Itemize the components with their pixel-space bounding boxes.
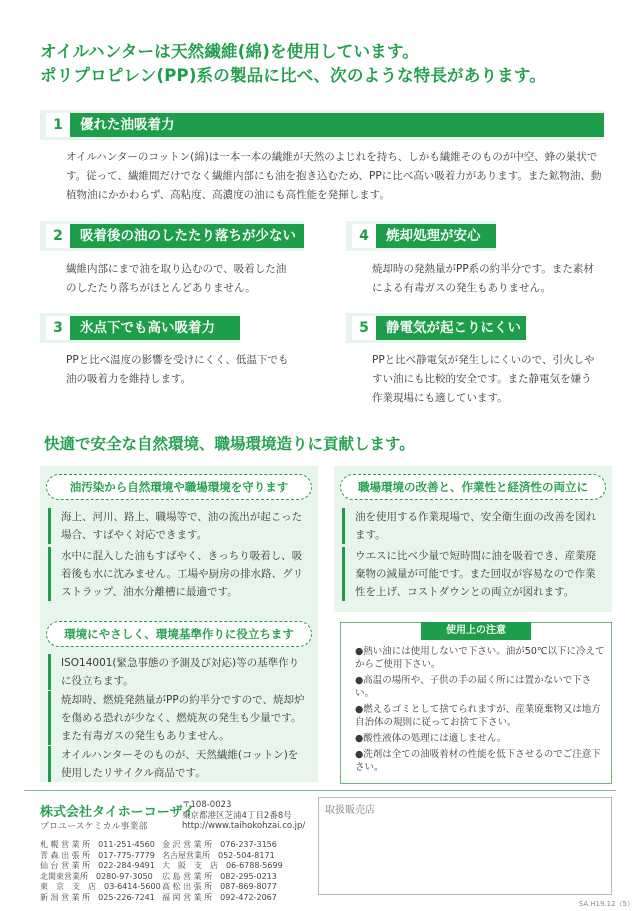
notice-item: ●高温の場所や、子供の手の届く所には置かないで下さい。 [355,675,592,699]
street-address: 東京都港区芝浦4丁目2番8号 [182,810,292,821]
feature-number: 2 [46,224,70,248]
feature-4-text: 焼却時の発熱量がPP系の約半分です。また素材による有毒ガスの発生もありません。 [372,263,594,294]
panel-header-standards [46,621,312,647]
footer-divider [24,790,616,791]
panel-item: 水中に混入した油もすばやく、きっちり吸着し、吸着後も水に沈みません。工場や厨房の排水路、グリストラップ、油水分離槽に最適です。 [48,547,306,601]
office-entry: 福 岡 営 業 所 092-472-2067 [162,892,277,902]
panel-title: 環境にやさしく、環境基準作りに役立ちます [64,627,294,641]
feature-2-header [40,221,304,251]
company-name: 株式会社タイホーコーザイ [40,805,195,820]
notice-title: 使用上の注意 [421,622,531,640]
feature-number: 4 [352,224,376,248]
section-title: 快適で安全な自然環境、職場環境造りに貢献します。 [44,435,415,453]
office-entry: 札 幌 営 業 所 011-251-4560 [40,840,155,849]
panel-item: ウエスに比べ少量で短時間に油を吸着でき、産業廃棄物の減量が可能です。また回収が容易なので作業性を上げ、コストダウンとの両立が図れます。 [342,547,604,601]
company-address [182,800,305,832]
office-entry: 広 島 営 業 所 082-295-0213 [162,871,277,881]
notice-list [355,645,605,777]
document-code: SA.H19.12（5） [578,900,634,908]
panel-header-workplace [340,474,606,500]
panel-item: 焼却時、燃焼発熱量がPPの約半分ですので、焼却炉を傷める恐れが少なく、燃焼灰の発生も少量です。また有毒ガスの発生もありません。 [48,691,306,745]
feature-number: 5 [352,316,376,340]
office-list-left [40,840,161,903]
feature-4-header [346,221,496,251]
office-entry: 青 森 出 張 所 017-775-7779 [40,850,155,860]
dealer-label: 取扱販売店 [325,805,375,816]
feature-label: 静電気が起こりにくい [376,316,526,340]
panel-item: オイルハンターそのものが、天然繊維(コットン)を使用したリサイクル商品です。 [48,746,306,782]
feature-1-header [40,110,604,140]
dealer-box [318,797,612,895]
feature-label: 焼却処理が安心 [376,224,496,248]
panel-title: 職場環境の改善と、作業性と経済性の両立に [358,480,588,494]
feature-label: 優れた油吸着力 [70,113,604,137]
panel-header-nature [46,474,312,500]
office-entry: 金 沢 営 業 所 076-237-3156 [162,840,277,849]
headline [40,40,620,88]
panel-item: 油を使用する作業現場で、安全衛生面の改善を図れます。 [342,508,604,544]
feature-label: 吸着後の油のしたたり落ちが少ない [70,224,304,248]
office-entry: 名古屋営業所 052-504-8171 [162,850,275,860]
feature-number: 3 [46,316,70,340]
office-list-right [162,840,283,903]
notice-item: ●酸性液体の処理には適しません。 [355,733,507,744]
postal-code: 〒108-0023 [182,800,232,810]
feature-5-text: PPと比べ静電気が発生しにくいので、引火しやすい油にも比較的安全です。また静電気を嫌う作業現場にも適しています。 [372,354,595,404]
usage-notice-box [340,622,612,784]
company-url[interactable]: http://www.taihokohzai.co.jp/ [182,821,306,831]
feature-3-text: PPと比べ温度の影響を受けにくく、低温下でも油の吸着力を維持します。 [66,354,289,385]
company-division: プロユースケミカル事業部 [40,822,148,832]
feature-5-header [346,313,526,343]
notice-item: ●洗剤は全ての油吸着材の性能を低下させるのでご注意下さい。 [355,749,601,773]
office-entry: 仙 台 営 業 所 022-284-9491 [40,861,155,870]
office-entry: 高 松 出 張 所 087-869-8077 [162,882,277,891]
headline-line-2: ポリプロピレン(PP)系の製品に比べ、次のような特長があります。 [40,66,546,85]
office-entry: 東 京 支 店 03-6414-5600 [40,882,161,891]
office-entry: 新 潟 営 業 所 025-226-7241 [40,892,155,902]
feature-1-text: オイルハンターのコットン(綿)は一本一本の繊維が天然のよじれを持ち、しかも繊維そのものが中空、蜂の巣状です。従って、繊維間だけでなく繊維内部にも油を抱き込むため、PPに比べ高い吸着力があります。また鉱物油、動植物油にかかわらず、高粘度、高濃度の油にも高性能を発揮します。 [66,151,602,201]
panel-item: ISO14001(緊急事態の予測及び対応)等の基準作りに役立ちます。 [48,654,306,690]
panel-title: 油汚染から自然環境や職場環境を守ります [69,480,289,494]
headline-line-1: オイルハンターは天然繊維(綿)を使用しています。 [40,42,419,61]
panel-item: 海上、河川、路上、職場等で、油の流出が起こった場合、すばやく対応できます。 [48,508,306,544]
office-entry: 大 阪 支 店 06-6788-5699 [162,861,283,870]
feature-number: 1 [46,113,70,137]
feature-3-header [40,313,240,343]
notice-item: ●燃えるゴミとして捨てられますが、産業廃棄物又は地方自治体の規則に従ってお捨て下さい。 [355,704,601,728]
feature-label: 氷点下でも高い吸着力 [70,316,240,340]
notice-item: ●熱い油には使用しないで下さい。油が50℃以下に冷えてからご使用下さい。 [355,646,605,670]
feature-2-text: 繊維内部にまで油を取り込むので、吸着した油のしたたり落ちがほとんどありません。 [66,263,287,294]
office-entry: 北関東営業所 0280-97-3050 [40,871,153,881]
